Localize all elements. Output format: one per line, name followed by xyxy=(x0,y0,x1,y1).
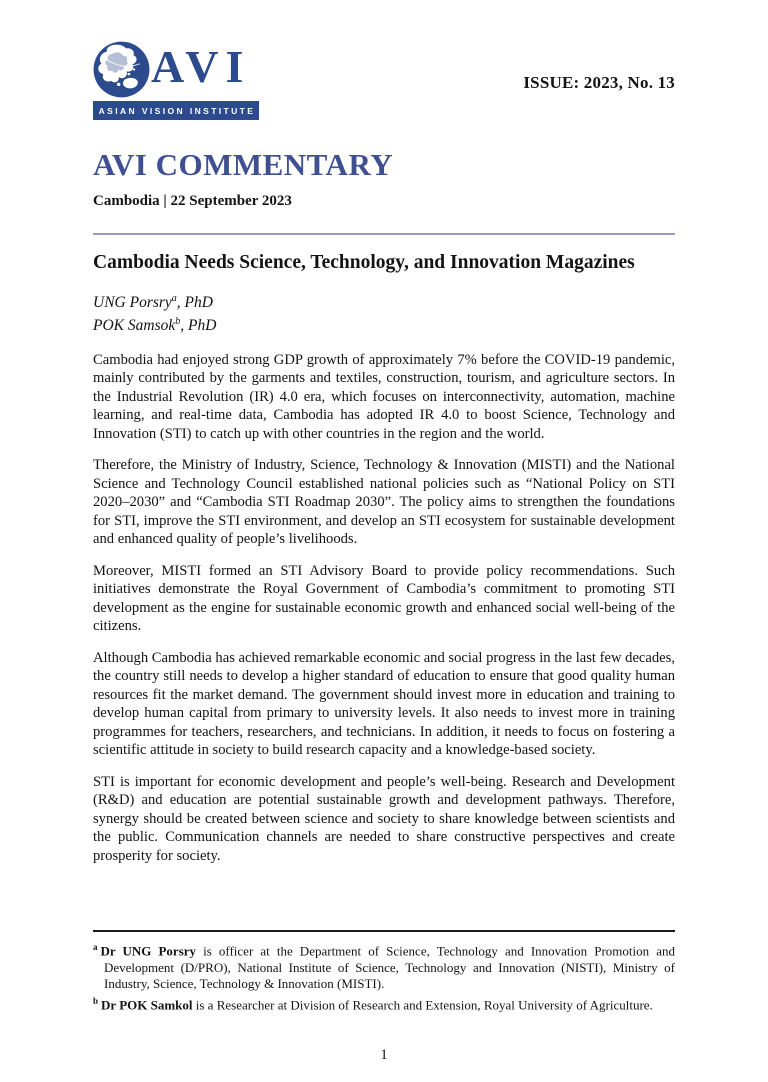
author-line xyxy=(93,292,675,315)
avi-logo-top xyxy=(93,40,259,98)
footnote-text: is a Researcher at Division of Research and Extension, Royal University of Agriculture. xyxy=(192,997,653,1013)
header-rule xyxy=(93,233,675,235)
page-header xyxy=(93,40,675,120)
footnote-author: Dr UNG Porsry xyxy=(100,943,197,959)
footnote-marker: b xyxy=(93,995,99,1006)
author-affiliation-marker: a xyxy=(171,293,177,305)
paragraph: Moreover, MISTI formed an STI Advisory Board to provide policy recommendations. Such initiatives demonstrate the Royal Government of Cambodia’s commitment to promoting STI development as the engine for sustainable economic growth and enhanced social well-being of the citizens. xyxy=(93,562,675,635)
footnote-marker: a xyxy=(93,942,98,952)
avi-logo xyxy=(93,40,259,120)
footnote xyxy=(93,939,675,993)
paragraph: Cambodia had enjoyed strong GDP growth of approximately 7% before the COVID-19 pandemic, mainly contributed by the garments and textiles, construction, tourism, and agriculture sectors. In the Industrial Revolution (IR) 4.0 era, which focuses on interconnectivity, automation, machine learning, and real-time data, Cambodia has adopted IR 4.0 to boost Science, Technology and Innovation (STI) to catch up with other countries in the region and the world. xyxy=(93,351,675,442)
page-number: 1 xyxy=(380,1047,388,1063)
author-name: UNG Porsry xyxy=(93,294,172,312)
footnote-author: Dr POK Samkol xyxy=(101,997,193,1013)
paragraph: STI is important for economic development and people’s well-being. Research and Development (R&D) and education are potential sustainable growth and development pathways. Therefore, synergy should be created between science and society to share knowledge between scientists and the public. Communication channels are needed to share constructive perspectives and create prosperity for society. xyxy=(93,773,675,864)
logo-acronym: AVI xyxy=(151,41,251,92)
author-line xyxy=(93,315,675,338)
author-bylines xyxy=(93,292,675,337)
commentary-masthead-title: AVI COMMENTARY xyxy=(93,147,394,182)
author-name: POK Samsok xyxy=(93,317,176,335)
logo-banner: ASIAN VISION INSTITUTE xyxy=(93,101,259,120)
article-title: Cambodia Needs Science, Technology, and Innovation Magazines xyxy=(93,252,635,273)
footnote xyxy=(93,993,675,1014)
paragraph: Therefore, the Ministry of Industry, Science, Technology & Innovation (MISTI) and the National Science and Technology Council established national policies such as “National Policy on STI 2020–2030” and “Cambodia STI Roadmap 2030”. The policy aims to strengthen the foundations for STI, improve the STI environment, and develop an STI ecosystem for sustainable development and enhanced quality of people’s livelihoods. xyxy=(93,457,675,548)
author-suffix: , PhD xyxy=(176,294,213,312)
issue-label: ISSUE: 2023, No. 13 xyxy=(523,73,675,92)
footnote-block xyxy=(93,930,675,1014)
paragraph: Although Cambodia has achieved remarkable economic and social progress in the last few decades, the country still needs to develop a higher standard of education to ensure that good quality human resources fit the market demand. The government should invest more in education and training to develop human capital from primary to university levels. It also needs to invest more in training programmes for teachers, researchers, and technicians. In addition, it needs to focus on fostering a scientific attitude in society to build research capacity and a knowledge-based society. xyxy=(93,649,675,759)
footnote-text: is officer at the Department of Science, Technology and Innovation Promotion and Development (D/PRO), National Institute of Science, Technology and Innovation (NISTI), Ministry of Industry, Science, Technology & Innovation (MISTI). xyxy=(104,943,675,992)
footnote-separator xyxy=(93,930,675,932)
author-suffix: , PhD xyxy=(180,317,217,335)
dateline: Cambodia | 22 September 2023 xyxy=(93,193,292,209)
article-body xyxy=(93,351,675,866)
globe-icon xyxy=(93,41,150,98)
author-affiliation-marker: b xyxy=(175,315,181,327)
